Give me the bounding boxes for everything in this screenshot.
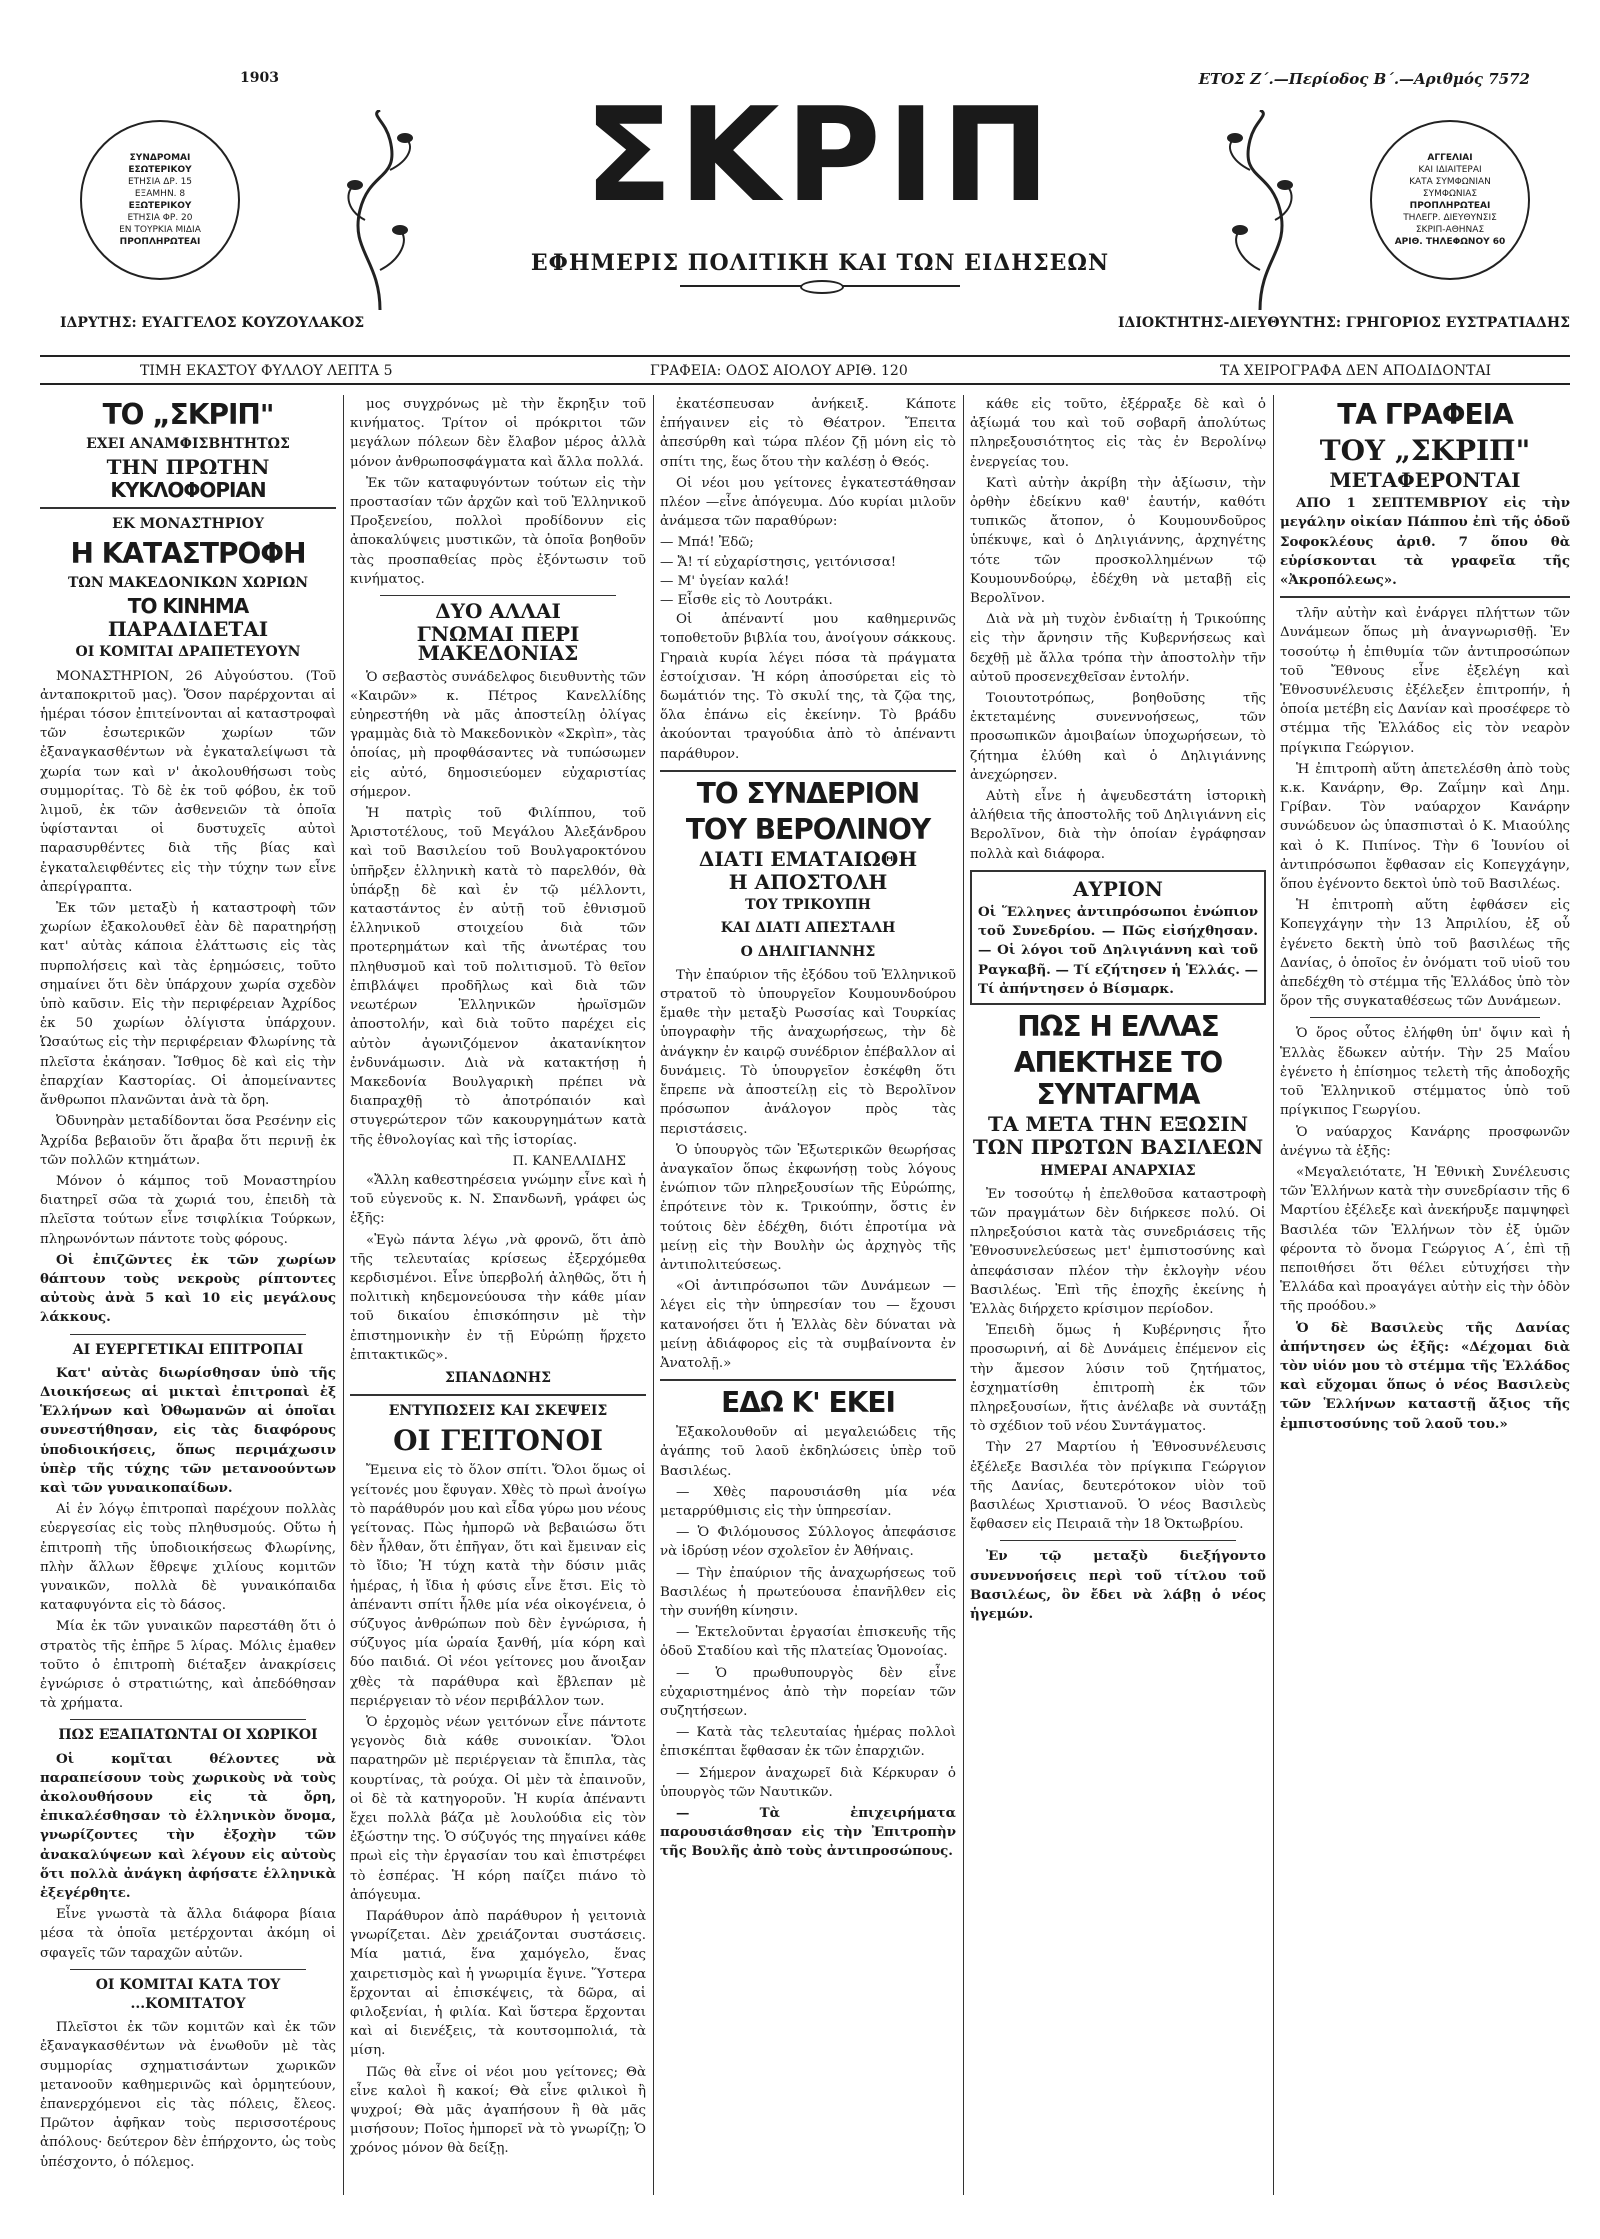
headline: ΕΚ ΜΟΝΑΣΤΗΡΙΟΥ <box>112 515 264 532</box>
tomorrow-box <box>970 870 1266 1005</box>
paragraph: Ἐν τοσούτῳ ἡ ἐπελθοῦσα καταστροφὴ τῶν πραγμάτων δὲν διήρκεσε πολύ. Οἱ πληρεξούσιοι κατὰ τὰς συνεδριάσεις τῆς Ἐθνοσυνελεύσεως μετ' ἐμπιστοσύνης καὶ ἀπεφάσισαν πλέον τὴν ἐκλογὴν νέου Βασιλέως. Ἐπὶ τῆς ἐποχῆς ἐκείνης ἡ Ἑλλὰς διήρχετο κρίσιμον περίοδον. <box>970 1186 1266 1317</box>
paragraph: — Κατὰ τὰς τελευταίας ἡμέρας πολλοὶ ἐπισκέπται ἔφθασαν ἐκ τῶν ἐπαρχιῶν. <box>660 1725 956 1760</box>
founder-line: ΙΔΡΥΤΗΣ: ΕΥΑΓΓΕΛΟΣ ΚΟΥΖΟΥΛΑΚΟΣ <box>60 315 365 331</box>
paragraph: Ἡ πατρὶς τοῦ Φιλίππου, τοῦ Ἀριστοτέλους, τοῦ Μεγάλου Ἀλεξάνδρου καὶ τοῦ Βασιλείου τοῦ Βουλγαροκτόνου ὑπῆρξεν ἑλληνικὴ κατὰ τὸ παρελθόν, θὰ ὑπάρξῃ δὲ καὶ ἐν τῷ μέλλοντι, καταστάντος ἐν αὐτῇ τοῦ ἐθνισμοῦ ἑλληνικοῦ στοιχείου διὰ τῶν προτερημάτων καὶ τῆς ἀνωτέρας του πληθυσμοῦ καὶ τοῦ πολιτισμοῦ. Τὸ θεῖον ἐπιβλάψει προδῆλως καὶ διὰ τῶν νεωτέρων Ἑλληνικῶν ἠρωϊσμῶν ἀποστολήν, καὶ διὰ τοῦτο παρέχει εἰς αὐτὸν ἀγωνιζόμενον ἀκατανίκητον ἐνδυνάμωσιν. Διὰ νὰ κατακτήσῃ ἡ Μακεδονία Βουλγαρικὴ πρέπει νὰ διαπραχθῇ τὸ ἀποτρόπαιόν καὶ στυγερώτερον τῶν κακουργημάτων κατὰ τῆς ἐθνολογίας καὶ τῆς ἱστορίας. <box>350 806 646 1148</box>
paragraph: Ὁ δὲ Βασιλεὺς τῆς Δανίας ἀπήντησεν ὡς ἑξῆς: «Δέχομαι διὰ τὸν υἱόν μου τὸ στέμμα τῆς Ἑλλάδος καὶ εὔχομαι ὅπως ὁ νέος Βασιλεὺς τῶν Ἑλλήνων καταστῇ ἄξιος τῆς ἐμπιστοσύνης τοῦ λαοῦ του.» <box>1280 1319 1570 1432</box>
headline: ΑΠΕΚΤΗΣΕ ΤΟ ΣΥΝΤΑΓΜΑ <box>1013 1046 1223 1112</box>
paragraph: — Τὰ ἐπιχειρήματα παρουσιάσθησαν εἰς τὴν Ἐπιτροπὴν τῆς Βουλῆς ἀπὸ τοὺς ἀντιπροσώπους. <box>660 1805 956 1860</box>
stamp-line: ΕΝ ΤΟΥΡΚΙΑ ΜΙΔΙΑ <box>119 225 201 235</box>
column-5 <box>1280 395 1570 2215</box>
headline: ΠΩΣ Η ΕΛΛΑΣ <box>1017 1010 1219 1044</box>
masthead <box>40 70 1570 350</box>
paragraph: Ὁ ὑπουργὸς τῶν Ἐξωτερικῶν θεωρήσας ἀναγκαῖον ὅπως ἐκφωνήσῃ τοὺς λόγους ἐνώπιον τῶν πληρεξουσίων τῆς Εὐρώπης, ἐπρότεινε τὸν κ. Τρικούπην, ὅστις ἐν τούτοις δὲν ἐδέχθη, διότι ἐπροτίμα νὰ μείνῃ εἰς τὴν Βουλὴν ὡς ἀρχηγὸς τῆς ἀντιπολιτεύσεως. <box>660 1142 956 1273</box>
paragraph: «Ἐγὼ πάντα λέγω ,νὰ φρονῶ, ὅτι ἀπὸ τῆς τελευταίας κρίσεως ἐξερχόμεθα κερδισμένοι. Εἶνε ὑπερβολή ἀληθῶς, ὅτι ἡ πολιτικὴ κηδεμονεύουσα τὴν κάθε μίαν τοῦ δικαίου ἐπισκόπησιν μὲ τὴν ἐπιστημονικὴν ἐν τῇ Εὐρώπῃ ἥρχετο ἐπιτακτικῶς». <box>350 1232 646 1363</box>
masthead-subtitle: ΕΦΗΜΕΡΙΣ ΠΟΛΙΤΙΚΗ ΚΑΙ ΤΩΝ ΕΙΔΗΣΕΩΝ <box>530 250 1110 276</box>
divider <box>70 1334 306 1335</box>
paragraph: ΑΠΟ 1 ΣΕΠΤΕΜΒΡΙΟΥ εἰς τὴν μεγάλην οἰκίαν Πάππου ἐπὶ τῆς ὁδοῦ Σοφοκλέους ἀριθ. 7 ὅπου θὰ εὑρίσκονται τὰ γραφεῖα τῆς «Ἀκροπόλεως». <box>1280 495 1570 589</box>
stamp-line: ΚΑΤΑ ΣΥΜΦΩΝΙΑΝ <box>1409 177 1491 187</box>
vine-ornament-left <box>340 110 420 310</box>
headline: Η ΚΑΤΑΣΤΡΟΦΗ <box>70 536 306 570</box>
headline: ΔΙΑΤΙ ΕΜΑΤΑΙΩΘΗ <box>698 846 918 871</box>
divider <box>660 770 956 772</box>
dialogue-line: — Μ' ὑγείαν καλά! <box>660 573 790 589</box>
paragraph: «Οἱ ἀντιπρόσωποι τῶν Δυνάμεων — λέγει εἰς τὴν ὑπηρεσίαν του — ἔχουσι κατανοήσει ὅτι ἡ Ἑλλὰς δὲν δύναται νὰ μείνῃ ἀδιάφορος εἰς τὰ συμβαίνοντα ἐν Ἀνατολῇ.» <box>660 1279 956 1371</box>
divider <box>40 507 336 509</box>
paragraph: «Μεγαλειότατε, Ἡ Ἐθνικὴ Συνέλευσις τῶν Ἑλλήνων κατὰ τὴν συνεδρίασιν τῆς 6 Μαρτίου ἐξέλεξε καὶ ἀνεκήρυξε παμψηφεὶ Βασιλέα τῶν Ἑλλήνων τὸν ἐξ ὑμῶν φέροντα τὸ ὄνομα Γεώργιος Α΄, ἐπὶ τῇ πεποιθήσει ὅτι θέλει εὐτυχήσει τὴν Ἑλλάδα καὶ προαγάγει αὐτὴν εἰς τὴν ὁδὸν τῆς προόδου.» <box>1280 1164 1570 1315</box>
column-rule <box>653 395 654 2195</box>
stamp-line: ΤΗΛΕΓΡ. ΔΙΕΥΘΥΝΣΙΣ <box>1403 213 1497 223</box>
paragraph: Τὴν 27 Μαρτίου ἡ Ἐθνοσυνέλευσις ἐξέλεξε Βασιλέα τὸν πρίγκιπα Γεώργιον τῆς Δανίας, δευτερότοκον υἱὸν τοῦ βασιλέως Χριστιανοῦ. Ὁ νέος Βασιλεὺς ἔφθασεν εἰς Πειραιᾶ τὴν 18 Ὀκτωβρίου. <box>970 1440 1266 1533</box>
headline: ΚΑΙ ΔΙΑΤΙ ΑΠΕΣΤΑΛΗ <box>720 920 896 937</box>
paragraph: Ἡ ἐπιτροπὴ αὕτη ἐφθάσεν εἰς Κοπεγχάγην τὴν 13 Ἀπριλίου, ἐξ οὗ ἐγένετο δεκτὴ ὑπὸ τοῦ βασιλέως τῆς Δανίας, ὁ ὁποῖος ἐν ὀνόματι τοῦ υἱοῦ του ἀπεδέχθη τὸ στέμμα τῆς Ἑλλάδος ὑπὸ τὸν ὅρον τῆς συγκαταθέσεως τῶν Δυνάμεων. <box>1280 898 1570 1010</box>
title-ornament <box>680 285 960 295</box>
divider <box>350 1394 646 1396</box>
paragraph: Τοιουτοτρόπως, βοηθοῦσης τῆς ἐκτεταμένης συνεννοήσεως, τῶν προσωπικῶν ἀμοιβαίων ὑποχωρήσεων, τὸ ζήτημα ἐλύθη καὶ ὁ Δηλιγιάννης ἀνεχώρησεν. <box>970 691 1266 783</box>
price-note: ΤΙΜΗ ΕΚΑΣΤΟΥ ΦΥΛΛΟΥ ΛΕΠΤΑ 5 <box>140 363 393 379</box>
column-2 <box>350 395 646 2215</box>
paragraph: — Χθὲς παρουσιάσθη μία νέα μεταρρύθμισις εἰς τὴν ὑπηρεσίαν. <box>660 1484 956 1519</box>
column-rule <box>963 395 964 2195</box>
headline: ΕΧΕΙ ΑΝΑΜΦΙΣΒΗΤΗΤΩΣ <box>86 436 290 452</box>
paragraph: Οἱ ἐπιζῶντες ἐκ τῶν χωρίων θάπτουν τοὺς νεκροὺς ρίπτοντες αὐτοὺς ἀνὰ 5 καὶ 10 εἰς μεγάλους λάκκους. <box>40 1251 336 1326</box>
paragraph: — Τὴν ἐπαύριον τῆς ἀναχωρήσεως τοῦ Βασιλέως ἡ πρωτεύουσα ἐπανῆλθεν εἰς τὴν συνήθη κίνησιν. <box>660 1565 956 1619</box>
headline: ΤΩΝ ΜΑΚΕΔΟΝΙΚΩΝ ΧΩΡΙΩΝ <box>67 574 309 591</box>
stamp-line: ΑΓΓΕΛΙΑΙ <box>1427 153 1473 163</box>
headline: ΣΠΑΝΔΩΝΗΣ <box>444 1369 552 1386</box>
headline: ΤΟΥ „ΣΚΡΙΠ" <box>1319 434 1531 467</box>
headline: ΟΙ ΚΟΜΙΤΑΙ ΔΡΑΠΕΤΕΥΟΥΝ <box>75 644 301 661</box>
paragraph: Μία ἐκ τῶν γυναικῶν παρεστάθη ὅτι ὁ στρατὸς τῆς ἐπῆρε 5 λίρας. Μόλις ἐμαθεν τοῦτο ὁ ἐπιτροπὴ διέταξεν ἀνακρίσεις ἐγνώρισε ὁ στρατιώτης, καὶ ἀπεδόθησαν τὰ χρήματα. <box>40 1619 336 1712</box>
headline: ΤΑ ΜΕΤΑ ΤΗΝ ΕΞΩΣΙΝ <box>987 1112 1249 1137</box>
headline: ΕΔΩ Κ' ΕΚΕΙ <box>721 1386 895 1420</box>
divider <box>70 1719 306 1720</box>
paragraph: Παράθυρον ἀπὸ παράθυρον ἡ γειτονιὰ γνωρίζεται. Δὲν χρειάζονται συστάσεις. Μία ματιά, ἕνα χαμόγελο, ἕνας χαιρετισμὸς καὶ ἡ γνωριμία ἔγινε. Ὕστερα ἔρχονται αἱ ἐπισκέψεις, τὰ δῶρα, αἱ φιλοξενίαι, ἡ φιλία. Καὶ ὕστερα ἔρχονται καὶ αἱ διενέξεις, τὰ κουτσομπολιά, τὰ μίση. <box>350 1909 646 2059</box>
divider <box>1000 1540 1236 1541</box>
headline: ΤΩΝ ΠΡΩΤΩΝ ΒΑΣΙΛΕΩΝ <box>972 1135 1264 1160</box>
paragraph: Οἱ Ἕλληνες ἀντιπρόσωποι ἐνώπιον τοῦ Συνεδρίου. — Πῶς εἰσήχθησαν. — Οἱ λόγοι τοῦ Δηλιγιάννη καὶ τοῦ Ραγκαβῆ. — Τί εζήτησεν ἡ Ἑλλάς. — Τί ἀπήντησεν ὁ Βίσμαρκ. <box>978 904 1258 997</box>
paragraph: — Ὁ πρωθυπουργὸς δὲν εἶνε εὐχαριστημένος ἀπὸ τὴν πορείαν τῶν συζητήσεων. <box>660 1665 956 1719</box>
headline: Η ΑΠΟΣΤΟΛΗ <box>728 870 888 895</box>
paragraph: Οἱ ἀπέναντί μου καθημερινῶς τοποθετοῦν βιβλία του, ἀνοίγουν σάκκους. Γηραιὰ κυρία λέγει πόσα τὰ πράγματα ἐστοίχισαν. Ἡ κόρη ἀποσύρεται εἰς τὸ δωμάτιόν της. Τὸ σκυλί της, τὰ ζῷα της, ὅλα ἐπάνω εἰς ἐκείνην. Τὸ βράδυ ἀκούονται τραγούδια ἀπὸ τὸ ἀπέναντι παράθυρον. <box>660 612 956 762</box>
headline: ΤΟΥ ΤΡΙΚΟΥΠΗ <box>745 897 871 914</box>
headline: ΤΗΝ ΠΡΩΤΗΝ <box>106 455 270 480</box>
headline: ΤΟ „ΣΚΡΙΠ" <box>102 398 274 431</box>
stamp-line: ΕΤΗΣΙΑ ΦΡ. 20 <box>127 213 193 223</box>
headline: ΤΟ ΣΥΝΔΕΡΙΟΝ <box>696 776 920 810</box>
divider <box>1310 1017 1540 1018</box>
paragraph: Ὁ ἐρχομὸς νέων γειτόνων εἶνε πάντοτε γεγονὸς διὰ κάθε συνοικίαν. Ὅλοι παρατηρῶν μὲ περιέργειαν τὰ ἔπιπλα, τὰς κουρτίνας, τὰ ρούχα. Οἱ μὲν τὰ ἐπαινοῦν, οἱ δὲ τὰ κατηγοροῦν. Ἡ κυρία ἀπέναντι ἔχει πολλὰ βάζα μὲ λουλούδια εἰς τὸν ἐξώστην της. Ὁ σύζυγός της πηγαίνει κάθε πρωὶ εἰς τὴν ἐργασίαν του καὶ ἐπιστρέφει τὸ ἑσπέρας. Ἡ κόρη παίζει πιάνο τὸ ἀπόγευμα. <box>350 1715 646 1903</box>
headline: ΑΙ ΕΥΕΡΓΕΤΙΚΑΙ ΕΠΙΤΡΟΠΑΙ <box>72 1341 304 1358</box>
paragraph: Ἐκ τῶν καταφυγόντων τούτων εἰς τὴν προστασίαν τῶν ἀρχῶν καὶ τοῦ Ἑλληνικοῦ Προξενείου, πολλοὶ προδίδονυν εἰς ἀποκαλύψεις μυστικῶν, τὰ ὁποῖα βοηθοῦν τὰς προσπαθείας πρὸς ἐξόντωσιν τοῦ κινήματος. <box>350 475 646 587</box>
paragraph: Ὁ σεβαστὸς συνάδελφος διευθυντὴς τῶν «Καιρῶν» κ. Πέτρος Κανελλίδης εὐηρεστήθη νὰ μᾶς ἀποστείλῃ ὀλίγας γραμμὰς διὰ τὸ Μακεδονικὸν «Σκρὶπ», τὰς ὁποίας, μὴ προφθάσαντες νὰ τυπώσωμεν εἰς αὐτό, δημοσιεύομεν εὐχαριστίας σήμερον. <box>350 669 646 800</box>
info-bar <box>40 355 1570 385</box>
paragraph: — Ὁ Φιλόμουσος Σύλλογος ἀπεφάσισε νὰ ἱδρύσῃ νέον σχολεῖον ἐν Ἀθήναις. <box>660 1525 956 1560</box>
paragraph: τλῆν αὐτὴν καὶ ἐνάργει πλήττων τῶν Δυνάμεων ὅπως μὴ ἀναγνωρισθῇ. Ἐν τοσούτῳ ἡ ἐπιθυμία τῶν ἀντιπροσώπων τοῦ Ἔθνους εἶνε ἐξελέγη καὶ Ἐθνοσυνέλευσις ἐξέλεξεν ἐπιτροπήν, ἡ ὁποία μετέβη εἰς Δανίαν καὶ προσέφερε τὸ στέμμα τῆς Ἑλλάδος εἰς τὸν νεαρὸν πρίγκιπα Γεώργιον. <box>1280 606 1570 756</box>
headline: ΤΑ ΓΡΑΦΕΙΑ <box>1337 398 1513 431</box>
dialogue-line: — Εἶσθε εἰς τὸ Λουτράκι. <box>660 593 833 609</box>
divider <box>1280 596 1570 598</box>
headline: ΑΥΡΙΟΝ <box>1073 876 1163 901</box>
headline: ΚΥΚΛΟΦΟΡΙΑΝ <box>110 478 266 503</box>
headline: Ο ΔΗΛΙΓΙΑΝΝΗΣ <box>740 943 876 960</box>
dialogue-line: — Ἄ! τί εὐχαρίστησις, γειτόνισσα! <box>660 554 897 570</box>
vine-ornament-right <box>1220 110 1300 310</box>
headline: ΕΝΤΥΠΩΣΕΙΣ ΚΑΙ ΣΚΕΨΕΙΣ <box>388 1403 608 1420</box>
stamp-line: ΣΥΜΦΩΝΙΑΣ <box>1422 189 1478 199</box>
office-address: ΓΡΑΦΕΙΑ: ΟΔΟΣ ΑΙΟΛΟΥ ΑΡΙΘ. 120 <box>650 363 908 379</box>
paragraph: Πλεῖστοι ἐκ τῶν κομιτῶν καὶ ἐκ τῶν ἐξαναγκασθέντων νὰ ἑνωθοῦν μὲ τὰς συμμορίας σχηματισάντων χωρικῶν μετανοοῦν καθημερινῶς καὶ ὁρμητεύουν, ἐπανερχόμενοι εἰς τὰς πόλεις, ἔλεος. Πρῶτον ἀφῆκαν τοὺς περισσοτέρους ἀπόλους· δεύτερον δὲν ἐπήρχοντο, ὡς τοὺς ὑπέσχοντο, ὁ πόλεμος. <box>40 2020 336 2170</box>
paragraph: Τὴν ἐπαύριον τῆς ἐξόδου τοῦ Ἑλληνικοῦ στρατοῦ τὸ ὑπουργεῖον Κουμουνδούρου ἔμαθε τὴν μεταξὺ Ρωσσίας καὶ Τουρκίας ὑπογραφὴν τῆς ἀναχωρήσεως, τὴν δὲ ἀνάγκην ἐν καιρῷ συνέδριον ἐπέβαλλον αἱ δυνάμεις. Τὸ ὑπουργεῖον ἐσκέφθη ὅτι ἔπρεπε νὰ ἀποστείλῃ εἰς τὸ Βερολῖνον πρόσωπον ἀνάλογον πρὸς τὰς περιστάσεις. <box>660 967 956 1137</box>
column-rule <box>1273 395 1274 2195</box>
paragraph: Ὁ ὅρος οὗτος ἐλήφθη ὑπ' ὄψιν καὶ ἡ Ἑλλὰς ἔδωκεν αὐτήν. Τὴν 25 Μαΐου ἐγένετο ἡ ἐπίσημος τελετὴ τῆς ἀποδοχῆς τοῦ Ἑλληνικοῦ στέμματος ὑπὸ τοῦ πρίγκιπος Γεωργίου. <box>1280 1026 1570 1119</box>
subscription-stamp <box>80 120 240 280</box>
paragraph: Κατὶ αὐτὴν ἀκρίβη τὴν ἀξίωσιν, τὴν ὀρθὴν ἐδείκνυ καθ' ἑαυτήν, καθότι τυπικῶς ἄτοπον, ὁ Κουμουνδοῦρος ὑπέκυψε, καὶ ὁ Δηλιγιάννης, ἀρχηγέτης τότε τῶν προσκολλημένων τῷ Κουμουνδούρῳ, ἐδέχθη νὰ μεταβῇ εἰς Βερολῖνον. <box>970 475 1266 607</box>
headline: ΜΕΤΑΦΕΡΟΝΤΑΙ <box>1329 468 1521 492</box>
paragraph: Ἐν τῷ μεταξὺ διεξήγοντο συνεννοήσεις περὶ τοῦ τίτλου τοῦ Βασιλέως, ὃν ἔδει νὰ λάβῃ ὁ νέος ἡγεμών. <box>970 1548 1266 1622</box>
columns <box>40 395 1570 2215</box>
headline: ΠΑΡΑΔΙΔΕΤΑΙ <box>107 617 269 642</box>
headline: ΗΜΕΡΑΙ ΑΝΑΡΧΙΑΣ <box>1040 1162 1196 1179</box>
masthead-issue: ΕΤΟΣ Z΄.—Περίοδος Β΄.—Αριθμός 7572 <box>1198 70 1530 88</box>
stamp-line: ΣΚΡΙΠ-ΑΘΗΝΑΣ <box>1415 225 1485 235</box>
paragraph: Ἔμεινα εἰς τὸ ὅλον σπίτι. Ὅλοι ὅμως οἱ γείτονές μου ἔφυγαν. Χθὲς τὸ πρωὶ ἀνοίγω τὸ παράθυρόν μου καὶ εἶδα γύρω μου νέους γείτονας. Πὼς ἠμπορῶ νὰ βεβαιώσω ὅτι δὲν ἦλθαν, ὅτι ἐπῆγαν, ὅτι καὶ ἔμειναν εἰς τὸ ἴδιο; Ἡ τύχη κατὰ τὴν δύσιν μιᾶς ἡμέρας, ἡ ἴδια ἡ φύσις εἶνε ἔτσι. Εἰς τὸ ἀπέναντι σπίτι ἦλθε μία νέα οἰκογένεια, ὁ σύζυγος ἀνθρώπων ποὺ δὲν ἐγνώρισα, ἡ σύζυγος μία ὡραία ξανθή, μία κόρη καὶ δύο παιδιά. Οἱ νέοι γείτονες μου ἄνοιξαν χθὲς τὰ παράθυρα καὶ ἔβλεπαν μὲ περιέργειαν τὸ νέον περιβάλλον των. <box>350 1463 646 1709</box>
paragraph: Ἐξακολουθοῦν αἱ μεγαλειώδεις τῆς ἀγάπης τοῦ λαοῦ ἐκδηλώσεις ὑπὲρ τοῦ Βασιλέως. <box>660 1425 956 1479</box>
paragraph: Οἱ νέοι μου γείτονες ἐγκατεστάθησαν πλέον —εἶνε ἀπόγευμα. Δύο κυρίαι μιλοῦν ἀνάμεσα τῶν παραθύρων: <box>660 475 956 530</box>
stamp-line: ΕΣΩΤΕΡΙΚΟΥ <box>128 165 192 175</box>
stamp-line: ΕΞΩΤΕΡΙΚΟΥ <box>128 201 192 211</box>
headline: ΟΙ ΓΕΙΤΟΝΟΙ <box>393 1424 603 1458</box>
newspaper-page <box>40 70 1570 2210</box>
paragraph: — Σήμερον ἀναχωρεῖ διὰ Κέρκυραν ὁ ὑπουργὸς τῶν Ναυτικῶν. <box>660 1765 956 1800</box>
paragraph: Πῶς θὰ εἶνε οἱ νέοι μου γείτονες; Θὰ εἶνε καλοὶ ἢ κακοί; Θὰ εἶνε φιλικοὶ ἢ ψυχροί; Θὰ μᾶς ἀγαπήσουν ἢ θὰ μᾶς μισήσουν; Ποῖος ἠμπορεῖ νὰ τὸ γνωρίζῃ; Ὁ χρόνος μόνον θὰ δείξῃ. <box>350 2064 646 2157</box>
paragraph: Ἐκ τῶν μεταξὺ ἡ καταστροφὴ τῶν χωρίων ἐξακολουθεῖ ἐὰν δὲ παρατηρήσῃ κατ' αὐτὰς κάποια ἐλάττωσις εἰς τὰς πυρπολήσεις καὶ τὰς ἐρημώσεις, τοῦτο σημαίνει ὅτι δὲν ὑπάρχουν χωρία σχεδὸν ὑπὸ καῦσιν. Εἰς τὴν περιφέρειαν Ἀχρίδος ἐκ 50 χωρίων ὀλίγιστα ὑπάρχουν. Ὡσαύτως εἰς τὴν περιφέρειαν Φλωρίνης τὰ πλεῖστα ἐκάησαν. Ἴσθμος δὲ καὶ εἰς τὴν ἐπαρχίαν Καστορίας. Οἱ ἀπομείναντες ἄνθρωποι πλανῶνται ἀνὰ τὰ ὄρη. <box>40 901 336 1109</box>
paragraph: Ἡ ἐπιτροπὴ αὕτη ἀπετελέσθη ἀπὸ τοὺς κ.κ. Κανάρην, Θρ. Ζαΐμην καὶ Δημ. Γρίβαν. Τὸν ναύαρχον Κανάρην συνώδευον ὡς ὑπασπισταὶ ὁ Κ. Μιαούλης καὶ ὁ Κ. Πιπίνος. Τὴν 6 Ἰουνίου οἱ ἀντιπρόσωποι ἔφθασαν εἰς Κοπεγχάγην, ὅπου ἐγένοντο δεκτοὶ ὑπὸ τοῦ Βασιλέως. <box>1280 761 1570 893</box>
headline: ΔΥΟ ΑΛΛΑΙ <box>435 599 561 624</box>
stamp-line: ΣΥΝΔΡΟΜΑΙ <box>129 153 191 163</box>
headline: ΟΙ ΚΟΜΙΤΑΙ ΚΑΤΑ ΤΟΥ ...ΚΟΜΙΤΑΤΟΥ <box>95 1976 281 2013</box>
stamp-line: ΠΡΟΠΛΗΡΩΤΕΑΙ <box>1409 201 1491 211</box>
column-rule <box>343 395 344 2195</box>
paragraph: Μόνον ὁ κάμπος τοῦ Μοναστηρίου διατηρεῖ σῶα τὰ χωριά του, ἐπειδὴ τὰ πλεῖστα τούτων εἶνε τσιφλίκια Τούρκων, πληρωνόντων πάντοτε τοὺς φόρους. <box>40 1173 336 1247</box>
paragraph: Οἱ κομῖται θέλοντες νὰ παραπείσουν τοὺς χωρικοὺς νὰ τοὺς ἀκολουθήσουν εἰς τὰ ὄρη, ἐπικαλέσθησαν τὸ ἑλληνικὸν ὄνομα, γνωρίζοντες τὴν ἐξοχὴν τῶν ἀνακαλύψεων καὶ λέγουν εἰς αὐτοὺς ὅτι πολλὰ ἀνάγκη ἀφήσατε ἑλληνικὰ ἐξεγέρθητε. <box>40 1750 336 1902</box>
paragraph: κάθε εἰς τοῦτο, ἐξέρραξε δὲ καὶ ὁ ἀξίωμά του καὶ τοῦ σοβαρῆ ἀπολύτως πληρεξουσιότητος εἰς τὰς ἐν Βερολίνῳ ἐνεργείας του. <box>970 397 1266 470</box>
paragraph: Ἐπειδὴ ὅμως ἡ Κυβέρνησις ἦτο προσωρινή, αἱ δὲ Δυνάμεις ἐπέμενον εἰς τὴν ἄμεσον λύσιν τοῦ ζητήματος, ἐσχηματίσθη ἐπιτροπὴ ἐκ τῶν πληρεξουσίων, ἥτις ἀνέλαβε νὰ συντάξῃ τὸ σχέδιον τοῦ νέου Συντάγματος. <box>970 1323 1266 1435</box>
stamp-line: ΠΡΟΠΛΗΡΩΤΕΑΙ <box>119 237 201 247</box>
paragraph: «Ἄλλη καθεστηρέσεια γνώμην εἶνε καὶ ἡ τοῦ εὐγενοῦς κ. Ν. Σπανδωνῆ, γράφει ὡς ἑξῆς: <box>350 1172 646 1227</box>
paragraph: Αὐτὴ εἶνε ἡ ἀψευδεστάτη ἱστορικὴ ἀλήθεια τῆς ἀποστολῆς τοῦ Δηλιγιάννη εἰς Βερολῖνον, διὰ τὴν ὁποίαν ἐγράφησαν πολλὰ καὶ διάφορα. <box>970 789 1266 862</box>
manuscripts-note: ΤΑ ΧΕΙΡΟΓΡΑΦΑ ΔΕΝ ΑΠΟΔΙΔΟΝΤΑΙ <box>1220 363 1492 379</box>
column-4 <box>970 395 1266 2215</box>
paragraph: ἐκατέσπευσαν ἀνήκειξ. Κάποτε ἐπήγαινεν εἰς τὸ Θέατρον. Ἔπειτα ἀπεσύρθη καὶ τώρα πλέον ζῇ μόνη εἰς τὸ σπίτι της, ἕως ὅτου τὴν καλέσῃ ὁ Θεός. <box>660 397 956 470</box>
paragraph: Εἶνε γνωστὰ τὰ ἄλλα διάφορα βίαια μέσα τὰ ὁποῖα μετέρχονται ἀκόμη οἱ σφαγεῖς τῶν ταραχῶν αὐτῶν. <box>40 1907 336 1961</box>
paragraph: Κατ' αὐτὰς διωρίσθησαν ὑπὸ τῆς Διοικήσεως αἱ μικταὶ ἐπιτροπαὶ ἐξ Ἑλλήνων καὶ Ὀθωμανῶν αἱ ὁποῖαι συνεστήθησαν, εἰς τὰς διαφόρους ὑποδιοικήσεις, ὅπως περιμάχωσιν ὑπὲρ τῆς τύχης τῶν μετανοούντων καὶ τῶν γυναικοπαίδων. <box>40 1364 336 1496</box>
paragraph: ΜΟΝΑΣΤΗΡΙΟΝ, 26 Αὐγούστου. (Τοῦ ἀνταποκριτοῦ μας). Ὅσον παρέρχονται αἱ ἡμέραι τόσον ἐπιτείνονται αἱ καταστροφαὶ τῶν ἐσωτερικῶν χωρίων τῶν ἐξαναγκασθέντων νὰ ἐγκαταλείψωσι τὰ χωρία των καὶ ν' ἀκολουθήσωσι τοὺς συμμορίτας. Τὸ δὲ ἐκ τοῦ φόβου, ἐκ τοῦ λιμοῦ, ἐκ τῶν ἀσθενειῶν τὰ ὁποῖα ὑφίστανται οἱ δυστυχεῖς αὐτοὶ παρασυρθέντες διὰ τῆς βίας καὶ ἐγκαταλειφθέντες εἰς τὴν τύχην των εἶνε ἀπερίγραπτα. <box>40 668 336 895</box>
paragraph: Ὁ ναύαρχος Κανάρης προσφωνῶν ἀνέγνω τὰ ἑξῆς: <box>1280 1124 1570 1159</box>
divider <box>380 595 616 596</box>
headline: ΓΝΩΜΑΙ ΠΕΡΙ ΜΑΚΕΔΟΝΙΑΣ <box>416 622 580 666</box>
stamp-line: ΑΡΙΘ. ΤΗΛΕΦΩΝΟΥ 60 <box>1394 237 1506 247</box>
column-1 <box>40 395 336 2215</box>
headline: ΤΟ ΚΙΝΗΜΑ <box>127 594 249 619</box>
column-3 <box>660 395 956 2215</box>
stamp-line: ΕΤΗΣΙΑ ΔΡ. 15 <box>127 177 193 187</box>
paragraph: — Ἐκτελοῦνται ἐργασίαι ἐπισκευῆς τῆς ὁδοῦ Σταδίου καὶ τῆς πλατείας Ὁμονοίας. <box>660 1625 956 1660</box>
paragraph: μος συγχρόνως μὲ τὴν ἔκρηξιν τοῦ κινήματος. Τρίτον οἱ πρόκριτοι τῶν μεγάλων πόλεων δὲν ἔλαβον μέρος ἀλλὰ μόνον ἀνθρωποσφάγματα καὶ ἄλλα πολλά. <box>350 397 646 470</box>
stamp-line: ΕΞΑΜΗΝ. 8 <box>134 189 186 199</box>
advertising-stamp <box>1370 120 1530 280</box>
headline: ΤΟΥ ΒΕΡΟΛΙΝΟΥ <box>685 812 931 846</box>
masthead-title: ΣΚΡΙΠ <box>584 79 1056 231</box>
signature: Π. ΚΑΝΕΛΛΙΔΗΣ <box>512 1153 626 1169</box>
headline: ΠΩΣ ΕΞΑΠΑΤΩΝΤΑΙ ΟΙ ΧΩΡΙΚΟΙ <box>58 1727 318 1744</box>
divider <box>660 1379 956 1381</box>
owner-line: ΙΔΙΟΚΤΗΤΗΣ-ΔΙΕΥΘΥΝΤΗΣ: ΓΡΗΓΟΡΙΟΣ ΕΥΣΤΡΑΤΙΑΔΗΣ <box>1117 315 1570 331</box>
dialogue-line: — Μπά! Ἐδῶ; <box>660 535 754 551</box>
masthead-date: 1903 <box>240 70 279 86</box>
paragraph: Αἱ ἐν λόγῳ ἐπιτροπαὶ παρέχουν πολλὰς εὐεργεσίας εἰς τοὺς πληθυσμούς. Οὕτω ἡ ἐπιτροπὴ τῆς ὑποδιοικήσεως Φλωρίνης, πλὴν ἄλλων ἔθρεψε χιλίους κομιτῶν γυναικῶν, πολλὰ δὲ γυναικόπαιδα καταφυγόντα εἰς τὸ δάσος. <box>40 1502 336 1614</box>
paragraph: Ὀδυνηρὰν μεταδίδονται ὅσα Ρεσένην εἰς Ἀχρίδα βεβαιοῦν ὅτι ἄραβα ὅτι περινῇ ἐκ τῶν πολλῶν κτημάτων. <box>40 1114 336 1168</box>
stamp-line: ΚΑΙ ΙΔΙΑΙΤΕΡΑΙ <box>1418 165 1482 175</box>
paragraph: Διὰ νὰ μὴ τυχὸν ἐνδιαίτῃ ἡ Τρικούπης εἰς τὴν ἄρνησιν τῆς Κυβερνήσεως καὶ δεχθῇ μὲ ἄλλα τρόπα τὴν ἀποστολὴν τῆν αὐτοῦ προσενεχθεῖσαν ἐντολήν. <box>970 612 1266 685</box>
divider <box>70 1969 306 1970</box>
